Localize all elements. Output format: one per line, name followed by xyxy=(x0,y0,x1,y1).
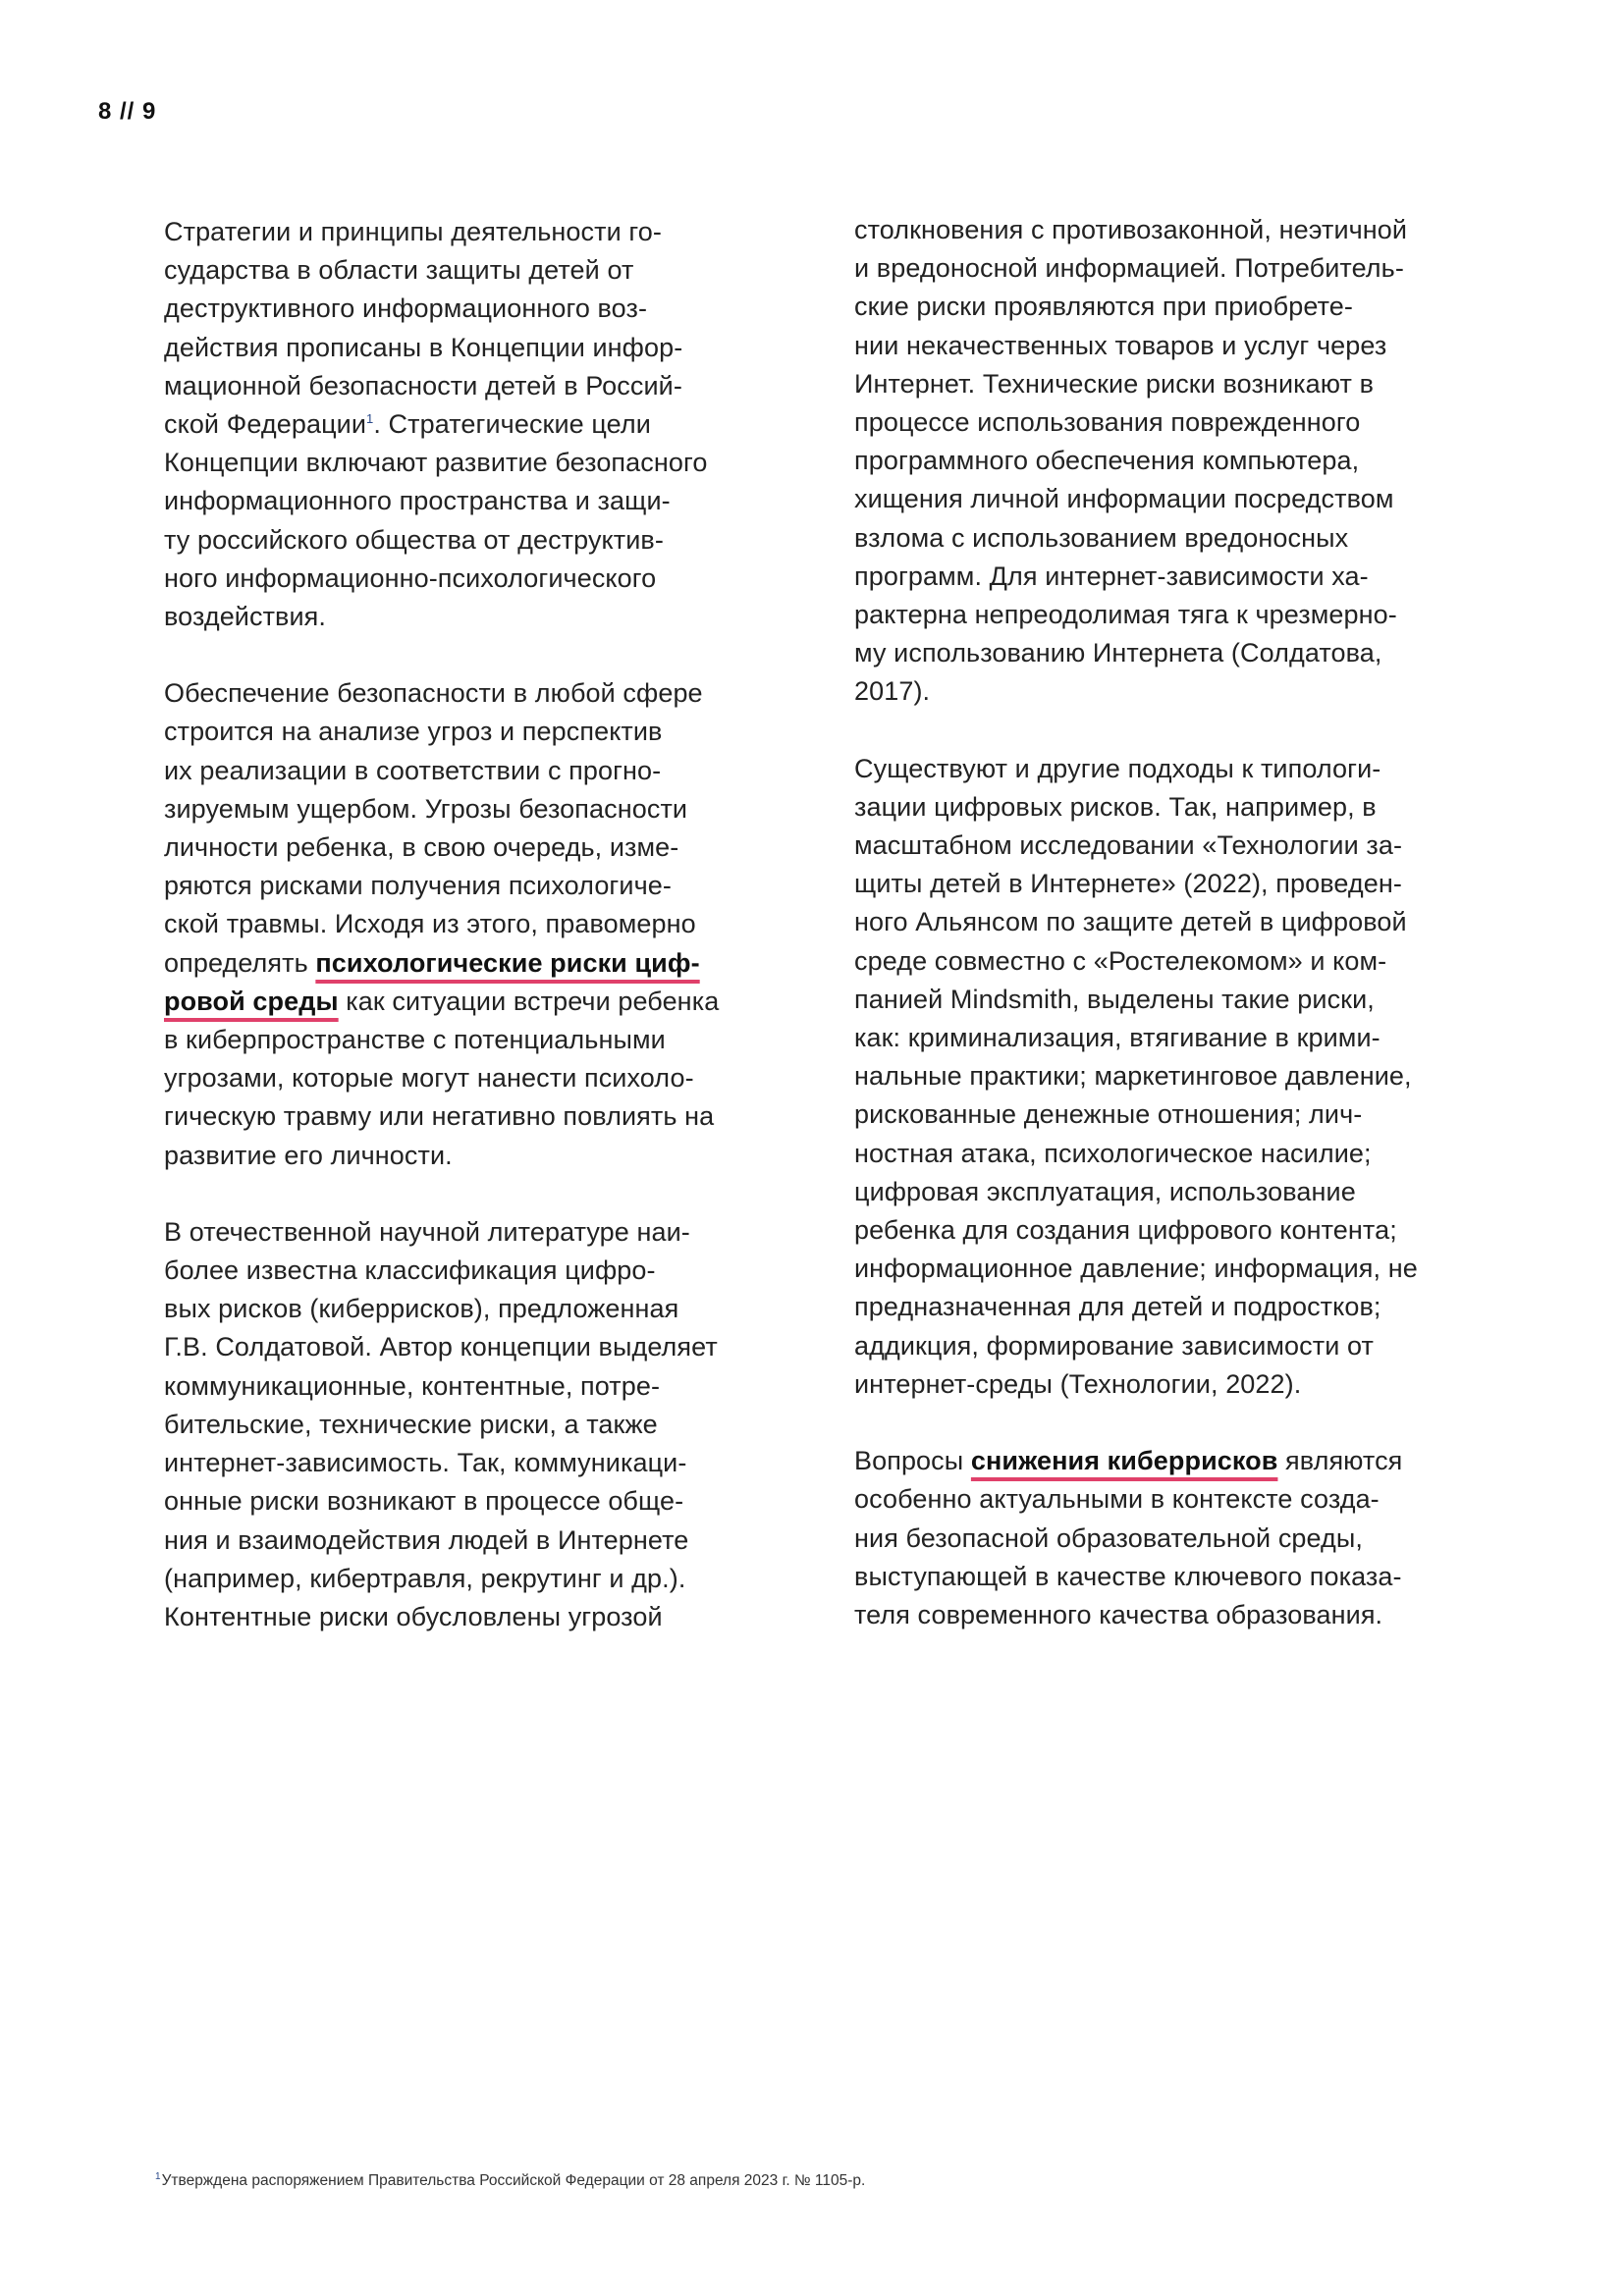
text-line: Обеспечение безопасности в любой сфере xyxy=(164,678,703,709)
text-line: теля современного качества образования. xyxy=(854,1599,1383,1629)
highlighted-term: психологические риски циф- xyxy=(315,947,700,978)
text-line: интернет-зависимость. Так, коммуникаци- xyxy=(164,1448,687,1478)
text-line: информационное давление; информация, не xyxy=(854,1254,1418,1284)
text-line: их реализации в соответствии с прогно- xyxy=(164,755,662,785)
text-fragment: определять xyxy=(164,947,316,978)
footnote xyxy=(155,2171,865,2190)
text-line: среде совместно с «Ростелекомом» и ком- xyxy=(854,945,1387,976)
text-line: ребенка для создания цифрового контента; xyxy=(854,1215,1397,1246)
left-column xyxy=(164,213,812,1675)
text-line: панией Mindsmith, выделены такие риски, xyxy=(854,984,1375,1014)
text-fragment: являются xyxy=(1277,1446,1403,1476)
text-line: ряются рисками получения психологиче- xyxy=(164,871,672,901)
paragraph-risk-types xyxy=(854,211,1502,712)
text-line: рактерна непреодолимая тяга к чрезмерно- xyxy=(854,600,1397,630)
text-line: как: криминализация, втягивание в крими- xyxy=(854,1023,1380,1053)
text-line: Стратегии и принципы деятельности го- xyxy=(164,217,662,246)
right-column xyxy=(854,211,1502,1673)
paragraph-other-approaches xyxy=(854,750,1502,1404)
text-line: Г.В. Солдатовой. Автор концепции выделяет xyxy=(164,1332,718,1362)
text-line: Контентные риски обусловлены угрозой xyxy=(164,1601,663,1631)
text-line: зируемым ущербом. Угрозы безопасности xyxy=(164,793,688,824)
text-line: ские риски проявляются при приобрете- xyxy=(854,292,1353,322)
footnote-mark: 1 xyxy=(155,2171,161,2182)
text-line: в киберпространстве с потенциальными xyxy=(164,1025,666,1055)
text-line: развитие его личности. xyxy=(164,1140,453,1170)
paragraph-cyber-risk-reduction xyxy=(854,1442,1502,1634)
text-line: предназначенная для детей и подростков; xyxy=(854,1292,1381,1322)
text-line: хищения личной информации посредством xyxy=(854,484,1394,514)
text-line: Концепции включают развитие безопасного xyxy=(164,448,708,478)
text-line: ской травмы. Исходя из этого, правомерно xyxy=(164,909,696,939)
page-number: 8 // 9 xyxy=(98,98,157,125)
text-line: Интернет. Технические риски возникают в xyxy=(854,368,1375,399)
text-line: цифровая эксплуатация, использование xyxy=(854,1176,1356,1206)
text-line: процессе использования поврежденного xyxy=(854,407,1361,438)
text-line: угрозами, которые могут нанести психоло- xyxy=(164,1063,694,1094)
text-line: особенно актуальными в контексте созда- xyxy=(854,1484,1380,1515)
text-line: ту российского общества от деструктив- xyxy=(164,524,664,555)
text-line: онные риски возникают в процессе обще- xyxy=(164,1486,684,1517)
text-line: Существуют и другие подходы к типологи- xyxy=(854,753,1381,783)
text-fragment: как ситуации встречи ребенка xyxy=(338,986,720,1016)
text-line: бительские, технические риски, а также xyxy=(164,1409,658,1439)
text-line: В отечественной научной литературе наи- xyxy=(164,1216,690,1247)
text-line: интернет-среды (Технологии, 2022). xyxy=(854,1368,1302,1399)
highlighted-term: снижения киберрисков xyxy=(970,1446,1278,1476)
text-line xyxy=(854,1442,1502,1480)
text-line: ного Альянсом по защите детей в цифровой xyxy=(854,907,1407,937)
text-line xyxy=(164,983,812,1021)
text-line: ного информационно-психологического xyxy=(164,562,657,593)
text-line: личности ребенка, в свою очередь, изме- xyxy=(164,832,679,863)
text-line: программного обеспечения компьютера, xyxy=(854,446,1360,476)
text-fragment: Вопросы xyxy=(854,1446,971,1476)
text-line xyxy=(164,944,812,983)
text-line: столкновения с противозаконной, неэтичной xyxy=(854,215,1408,244)
text-line: рискованные денежные отношения; лич- xyxy=(854,1099,1363,1130)
text-line: аддикция, формирование зависимости от xyxy=(854,1330,1374,1361)
text-line xyxy=(164,405,812,444)
text-line: воздействия. xyxy=(164,602,327,632)
text-line: 2017). xyxy=(854,676,931,707)
text-line: коммуникационные, контентные, потре- xyxy=(164,1370,661,1401)
text-line: мационной безопасности детей в Россий- xyxy=(164,370,682,400)
text-fragment: ской Федерации xyxy=(164,409,366,440)
text-line: вых рисков (киберрисков), предложенная xyxy=(164,1294,679,1324)
text-line: ностная атака, психологическое насилие; xyxy=(854,1138,1372,1168)
text-line: (например, кибертравля, рекрутинг и др.). xyxy=(164,1563,686,1593)
text-line: щиты детей в Интернете» (2022), проведен- xyxy=(854,869,1402,899)
text-line: сударства в области защиты детей от xyxy=(164,255,634,286)
highlighted-term: ровой среды xyxy=(164,986,339,1016)
text-line: масштабном исследовании «Технологии за- xyxy=(854,830,1403,861)
footnote-reference-link[interactable]: 1 xyxy=(366,411,374,427)
text-line: более известна классификация цифро- xyxy=(164,1255,656,1286)
text-fragment: . Стратегические цели xyxy=(373,409,651,440)
text-line: и вредоносной информацией. Потребитель- xyxy=(854,253,1404,284)
text-line: действия прописаны в Концепции инфор- xyxy=(164,332,683,362)
text-line: деструктивного информационного воз- xyxy=(164,294,648,324)
text-line: ния и взаимодействия людей в Интернете xyxy=(164,1524,689,1555)
paragraph-psychological-risks xyxy=(164,674,812,1175)
text-line: взлома с использованием вредоносных xyxy=(854,522,1349,553)
text-line: нии некачественных товаров и услуг через xyxy=(854,330,1387,360)
text-line: зации цифровых рисков. Так, например, в xyxy=(854,791,1377,822)
text-line: гическую травму или негативно повлиять на xyxy=(164,1101,715,1132)
text-line: строится на анализе угроз и перспектив xyxy=(164,717,663,747)
text-line: выступающей в качестве ключевого показа- xyxy=(854,1561,1402,1591)
text-line: информационного пространства и защи- xyxy=(164,486,671,516)
text-line: программ. Для интернет-зависимости ха- xyxy=(854,561,1369,591)
text-line: нальные практики; маркетинговое давление, xyxy=(854,1061,1412,1092)
text-line: му использованию Интернета (Солдатова, xyxy=(854,638,1382,668)
text-line: ния безопасной образовательной среды, xyxy=(854,1522,1364,1553)
footnote-text: Утверждена распоряжением Правительства Российской Федерации от 28 апреля 2023 г. № 1105-р. xyxy=(161,2172,866,2190)
paragraph-classification xyxy=(164,1213,812,1636)
paragraph-concept xyxy=(164,213,812,636)
